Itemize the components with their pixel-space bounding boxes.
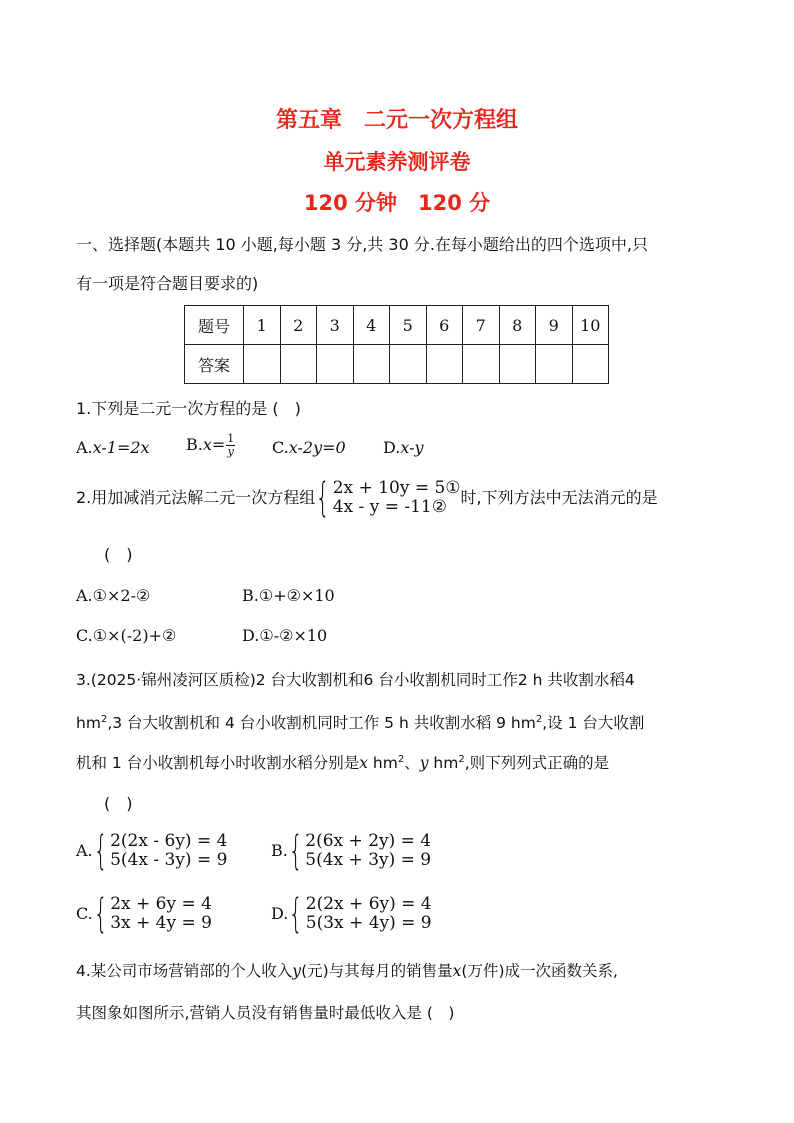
- q2-option-d: D.①-②×10: [242, 626, 328, 645]
- left-brace-icon: {: [316, 475, 331, 521]
- q1-option-a-text: x-1=2x: [92, 438, 150, 457]
- section1-intro-line1: 一、选择题(本题共 10 小题,每小题 3 分,共 30 分.在每小题给出的四个选项中,只: [76, 235, 649, 254]
- q3-answer-paren: ( ): [104, 794, 133, 813]
- q2-equation-2: 4x - y = -11②: [332, 497, 447, 517]
- q3-line1: 3.(2025·锦州凌河区质检)2 台大收割机和6 台小收割机同时工作2 h 共收割水稻4: [76, 671, 635, 689]
- table-cell-number: 2: [280, 306, 317, 345]
- answer-cell[interactable]: [390, 345, 427, 384]
- answer-cell[interactable]: [536, 345, 573, 384]
- q1-option-b: [186, 433, 235, 458]
- equation-line: 5(3x + 4y) = 9: [305, 913, 432, 933]
- table-cell-number: 8: [499, 306, 536, 345]
- superscript: 2: [458, 753, 465, 765]
- left-brace-icon: {: [288, 828, 303, 874]
- equation-line: 2x + 6y = 4: [110, 894, 212, 914]
- q4-line1-text: 4.某公司市场营销部的个人收入: [76, 962, 293, 980]
- equation-line: 3x + 4y = 9: [110, 913, 212, 933]
- variable-y: y: [292, 962, 302, 980]
- q3-unit: hm: [428, 754, 459, 772]
- answer-cell[interactable]: [463, 345, 500, 384]
- q3-option-d-label: D.: [271, 904, 289, 923]
- section1-intro-line2: 有一项是符合题目要求的): [76, 274, 259, 293]
- q1-option-b-label: B.: [186, 435, 203, 454]
- q2-stem-pre: 2.用加减消元法解二元一次方程组: [76, 488, 316, 507]
- answer-table: [184, 305, 609, 384]
- q1-stem: 1.下列是二元一次方程的是 ( ): [76, 399, 301, 418]
- table-cell-number: 7: [463, 306, 500, 345]
- q3-unit-hm: hm: [76, 714, 101, 732]
- chapter-title: 第五章 二元一次方程组: [275, 108, 518, 133]
- superscript: 2: [397, 753, 405, 765]
- superscript: 2: [535, 713, 543, 725]
- answer-cell[interactable]: [244, 345, 281, 384]
- q3-option-c-system: [93, 891, 212, 937]
- left-brace-icon: {: [93, 891, 108, 937]
- fraction-numerator: 1: [227, 432, 235, 445]
- q3-line3: [76, 752, 609, 774]
- q3-option-c: [76, 891, 212, 937]
- answer-cell[interactable]: [317, 345, 354, 384]
- q3-option-c-label: C.: [76, 904, 93, 923]
- q4-line1-tail: (万件)成一次函数关系,: [461, 962, 618, 980]
- answer-table-number-row: [185, 306, 609, 345]
- q2-equation-1: 2x + 10y = 5①: [332, 478, 461, 498]
- q3-option-d: [271, 891, 432, 937]
- variable-y: y: [419, 754, 429, 772]
- q4-line1-mid: (元)与其每月的销售量: [301, 962, 453, 980]
- variable-x: x: [359, 754, 368, 772]
- equation-line: 2(6x + 2y) = 4: [305, 831, 432, 851]
- q3-line3-text: 机和 1 台小收割机每小时收割水稻分别是: [76, 754, 360, 772]
- equation-line: 2(2x + 6y) = 4: [305, 894, 432, 914]
- table-cell-number: 3: [317, 306, 354, 345]
- left-brace-icon: {: [93, 828, 108, 874]
- table-cell-number: 4: [353, 306, 390, 345]
- equation-line: 2(2x - 6y) = 4: [110, 831, 228, 851]
- q1-option-b-fraction: [226, 433, 235, 458]
- q1-option-d: [383, 437, 424, 459]
- q3-line2-text: ,3 台大收割机和 4 台小收割机同时工作 5 h 共收割水稻 9 hm: [107, 714, 536, 732]
- q3-option-a-equations: [110, 832, 227, 870]
- q1-option-c-label: C.: [272, 438, 289, 457]
- q2-stem: [76, 475, 658, 521]
- q1-option-b-text: x=: [202, 435, 226, 454]
- q3-option-b: [271, 828, 432, 874]
- q2-answer-paren: ( ): [104, 545, 133, 564]
- q3-option-a-label: A.: [76, 841, 93, 860]
- answer-cell[interactable]: [572, 345, 609, 384]
- table-cell-number: 6: [426, 306, 463, 345]
- q3-separator: 、: [404, 754, 420, 772]
- table-cell-number: 9: [536, 306, 573, 345]
- q4-line1: [76, 960, 618, 982]
- q3-option-b-system: [288, 828, 432, 874]
- answer-table-answer-row: [185, 345, 609, 384]
- q2-option-a: A.①×2-②: [76, 586, 151, 605]
- q3-option-d-equations: [306, 895, 432, 933]
- q3-unit: hm: [367, 754, 398, 772]
- table-cell-number: 1: [244, 306, 281, 345]
- q2-equations: [333, 479, 461, 517]
- fraction-denominator: y: [227, 445, 234, 458]
- q3-option-b-label: B.: [271, 841, 288, 860]
- q1-option-c: [272, 437, 346, 459]
- variable-x: x: [452, 962, 462, 980]
- table-cell-number: 10: [572, 306, 609, 345]
- q3-line3-tail: ,则下列列式正确的是: [464, 754, 610, 772]
- q3-option-b-equations: [305, 832, 431, 870]
- equation-line: 5(4x + 3y) = 9: [305, 850, 432, 870]
- q3-option-c-equations: [110, 895, 212, 933]
- q3-option-a: [76, 828, 228, 874]
- answer-cell[interactable]: [280, 345, 317, 384]
- equation-line: 5(4x - 3y) = 9: [110, 850, 228, 870]
- q2-equation-system: [315, 475, 461, 521]
- table-header-number: 题号: [185, 306, 244, 345]
- q3-option-d-system: [288, 891, 432, 937]
- superscript: 2: [100, 713, 108, 725]
- q4-line2: 其图象如图所示,营销人员没有销售量时最低收入是 ( ): [76, 1004, 455, 1022]
- answer-cell[interactable]: [353, 345, 390, 384]
- table-cell-number: 5: [390, 306, 427, 345]
- q3-line2-tail: ,设 1 台大收割: [542, 714, 645, 732]
- q1-option-d-text: x-y: [400, 438, 424, 457]
- exam-subtitle: 单元素养测评卷: [323, 150, 471, 174]
- table-header-answer: 答案: [185, 345, 244, 384]
- q3-option-a-system: [93, 828, 228, 874]
- q2-option-b: B.①+②×10: [242, 586, 335, 605]
- q1-option-c-text: x-2y=0: [288, 438, 346, 457]
- q2-option-c: C.①×(-2)+②: [76, 626, 177, 645]
- answer-cell[interactable]: [426, 345, 463, 384]
- left-brace-icon: {: [289, 891, 304, 937]
- q3-line2: [76, 712, 644, 734]
- answer-cell[interactable]: [499, 345, 536, 384]
- q2-stem-post: 时,下列方法中无法消元的是: [460, 488, 658, 507]
- q1-option-d-label: D.: [383, 438, 401, 457]
- q1-option-a-label: A.: [76, 438, 93, 457]
- q1-option-a: [76, 437, 150, 459]
- time-score: 120 分钟 120 分: [303, 191, 491, 215]
